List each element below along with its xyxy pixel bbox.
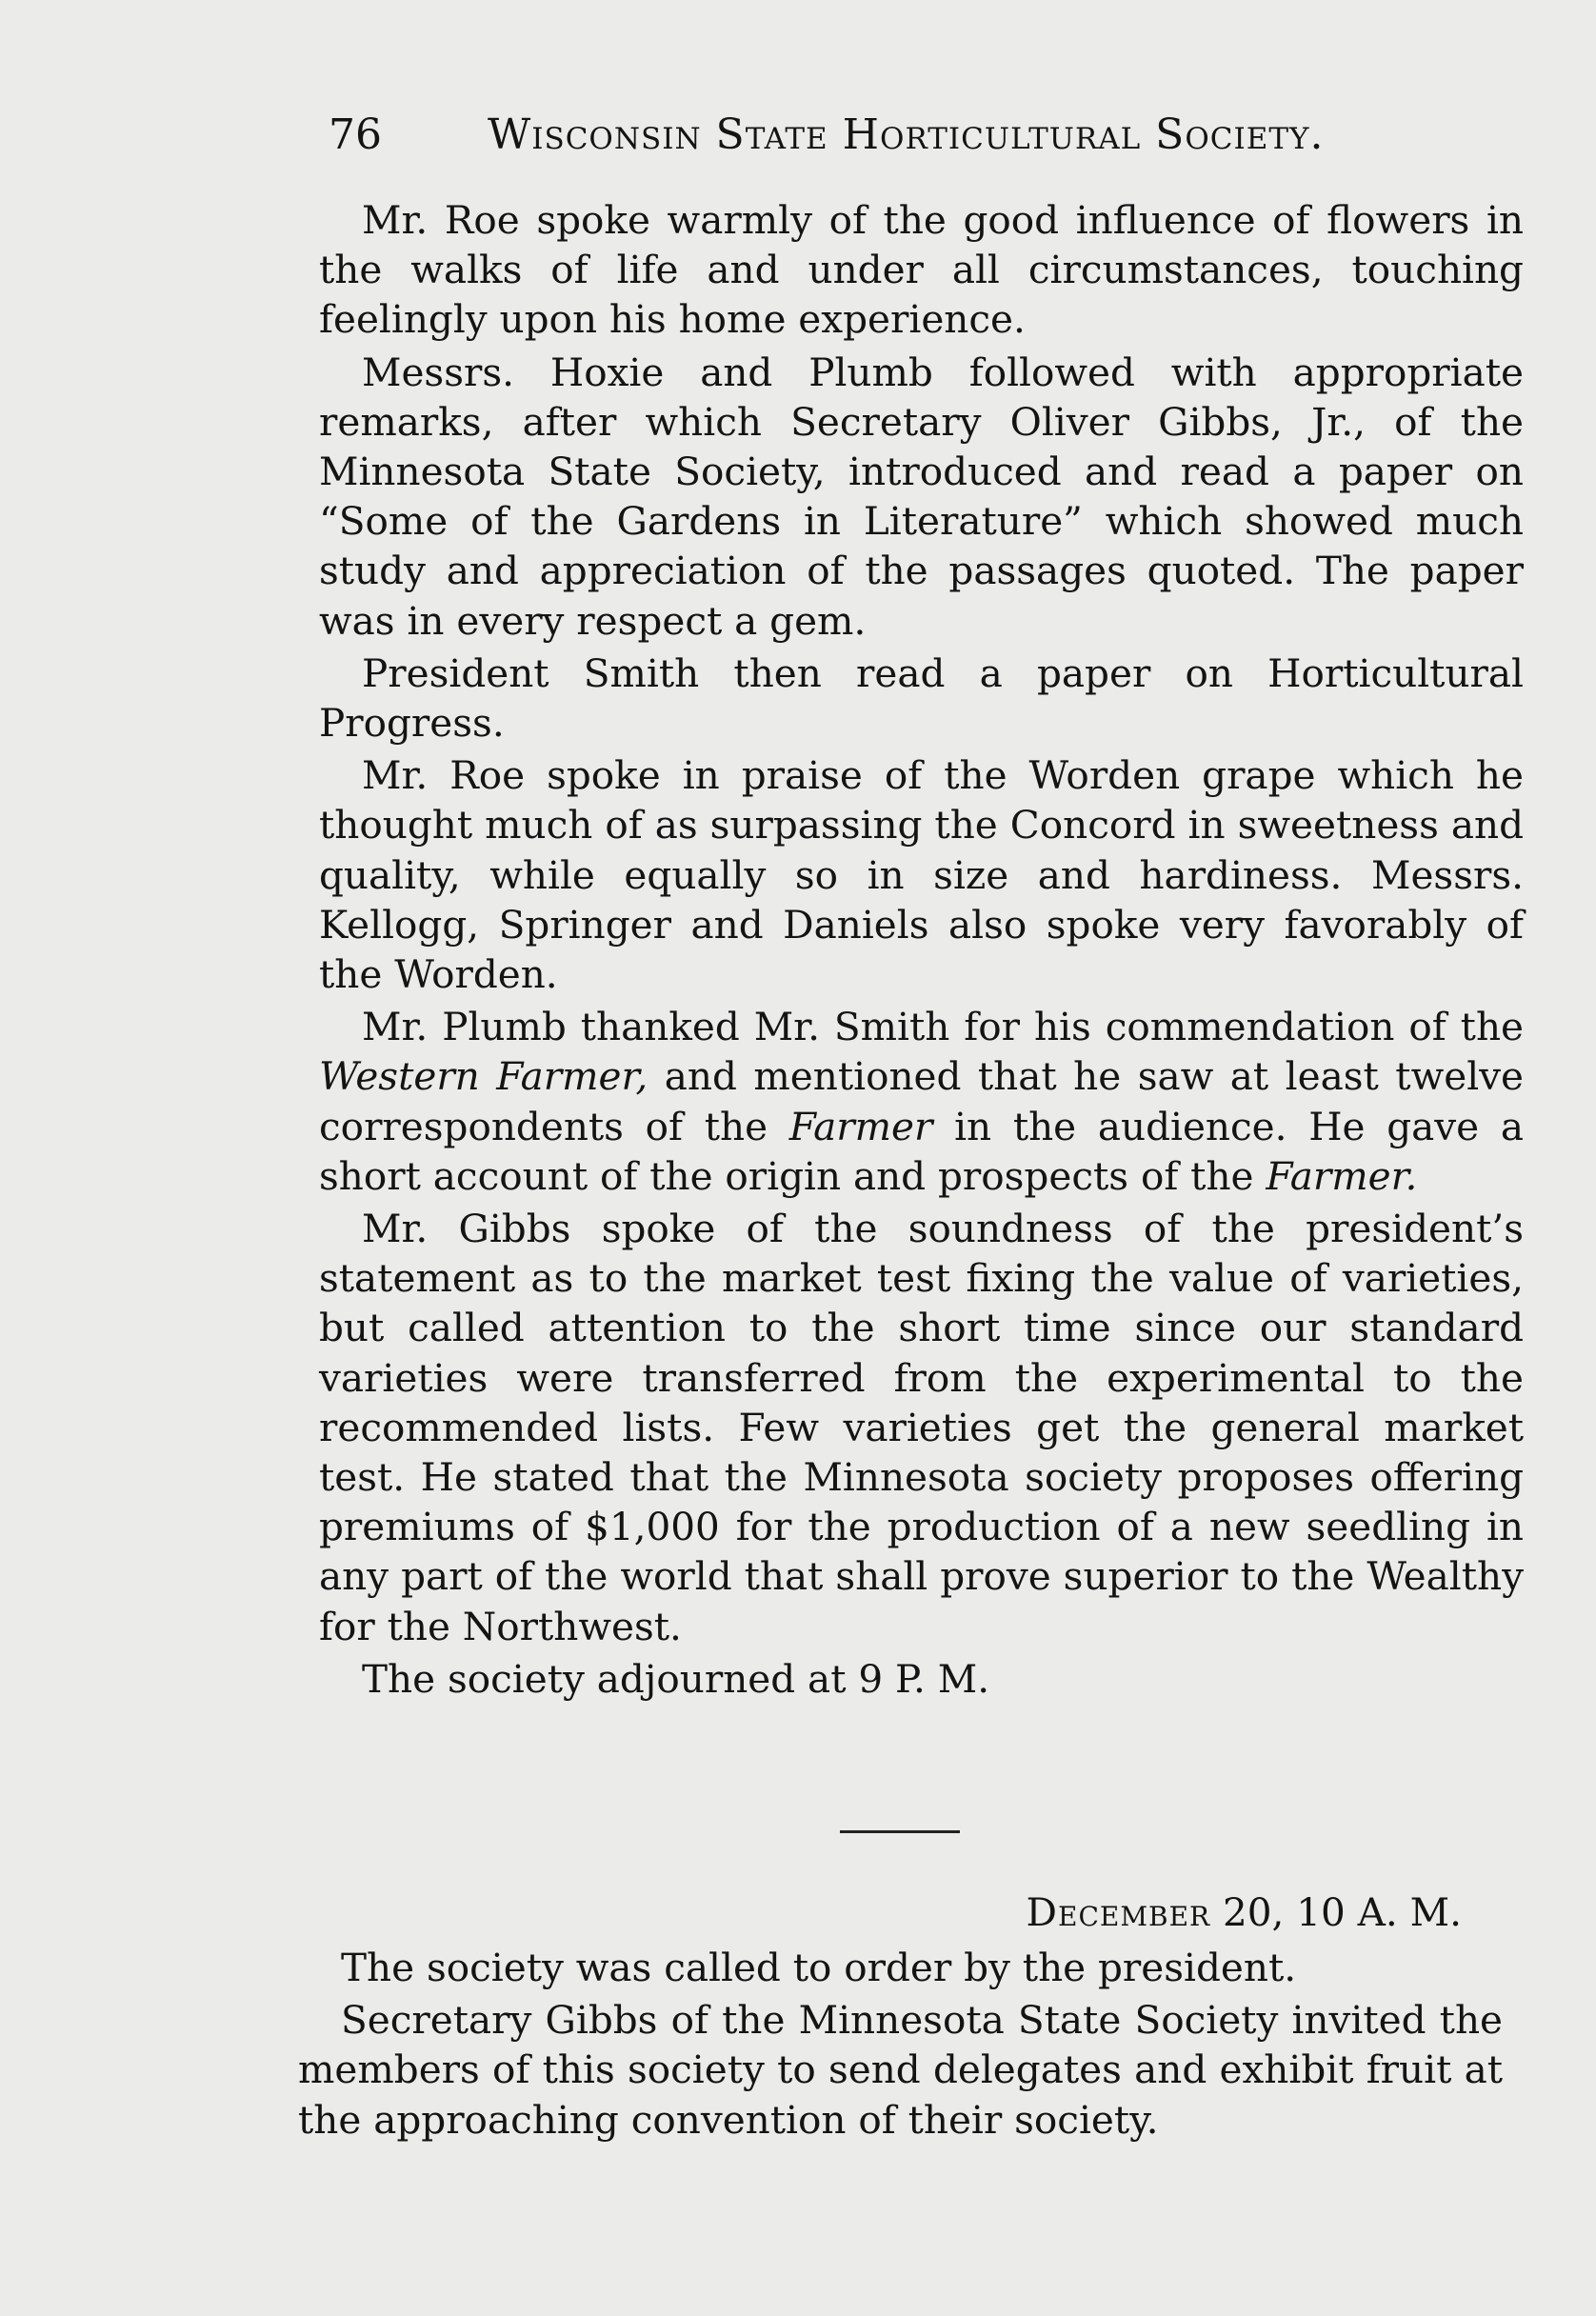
paragraph: Mr. Roe spoke in praise of the Worden grape which he thought much of as surpassing the Concord in sweetness and quality, while equally so in size and hardiness. Messrs. Kellogg, Springer and Daniels also spoke very favorably of the Worden.: [319, 752, 1524, 998]
body-text-upper: [319, 195, 1524, 1707]
text-run: and mentioned that he saw at least twelve correspondents of the: [319, 1053, 1524, 1149]
paragraph: The society adjourned at 9 P. M.: [362, 1655, 990, 1702]
session-dateline: [762, 1887, 1462, 1937]
dateline-time: 20, 10 A. M.: [1210, 1889, 1462, 1935]
text-run: Mr. Plumb thanked Mr. Smith for his commendation of the: [362, 1004, 1524, 1050]
text-run: in the audience. He gave a short account of the origin and prospects of the: [319, 1103, 1524, 1199]
dateline-month: December: [1026, 1889, 1211, 1935]
paragraph: The society was called to order by the president.: [341, 1945, 1297, 1990]
paragraph: Mr. Gibbs spoke of the soundness of the president’s statement as to the market test fixing the value of varieties, but called attention to the short time since our standard varieties were transferred from the experimental to the recommended lists. Few varieties get the general market test. He stated that the Minnesota society proposes offering premiums of $1,000 for the production of a new seedling in any part of the world that shall prove superior to the Wealthy for the Northwest.: [319, 1206, 1524, 1649]
paragraph: Messrs. Hoxie and Plumb followed with appropriate remarks, after which Secretary Oliver Gibbs, Jr., of the Minnesota State Society, introduced and read a paper on “Some of the Gardens in Literature” which showed much study and appreciation of the passages quoted. The paper was in every respect a gem.: [319, 349, 1524, 644]
italic-publication-title: Farmer: [788, 1103, 933, 1149]
page-number: 76: [329, 110, 382, 159]
paragraph: President Smith then read a paper on Horticultural Progress.: [319, 649, 1524, 747]
running-title: Wisconsin State Horticultural Society.: [488, 110, 1325, 159]
section-divider-rule: [840, 1830, 960, 1833]
paragraph: Mr. Roe spoke warmly of the good influence of flowers in the walks of life and under all circumstances, touching feelingly upon his home experience.: [319, 197, 1524, 343]
italic-publication-title: Farmer.: [1266, 1152, 1418, 1199]
body-text-lower: [298, 1943, 1503, 2147]
page-header: [329, 107, 1386, 164]
italic-publication-title: Western Farmer,: [319, 1053, 648, 1100]
paragraph-with-italics: [319, 1002, 1524, 1201]
paragraph: Secretary Gibbs of the Minnesota State Society invited the members of this society to send delegates and exhibit fruit at the approaching convention of their society.: [298, 1997, 1503, 2143]
